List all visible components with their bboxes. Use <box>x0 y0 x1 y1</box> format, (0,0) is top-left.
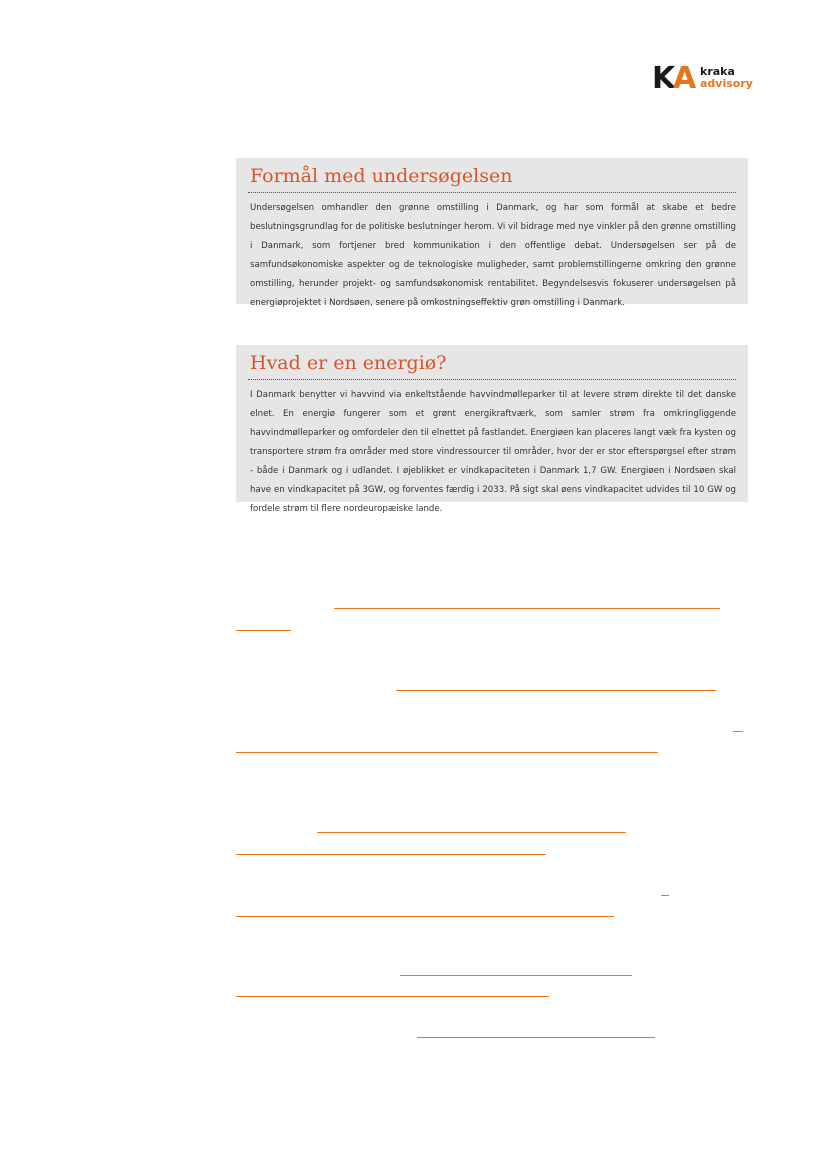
link-underline[interactable] <box>334 608 720 609</box>
link-underline[interactable] <box>236 630 291 631</box>
energy-island-box <box>236 345 748 514</box>
link-underline[interactable] <box>317 832 626 833</box>
link-underline[interactable] <box>661 895 669 896</box>
link-underline[interactable] <box>396 690 716 691</box>
logo-letter-a: A <box>673 61 697 96</box>
logo-text-kraka: kraka <box>700 65 735 78</box>
link-underline[interactable] <box>733 731 743 732</box>
energy-island-text: I Danmark benytter vi havvind via enkeltstående havvindmølleparker til at levere strøm direkte til det danske elnet. En energiø fungerer som et grønt energikraftværk, som samler strøm fra omkringliggende havvindmølleparker og omfordeler den til elnettet på fastlandet. Energiøen kan placeres langt væk fra kysten og transportere strøm fra områder med store vindressourcer til områder, hvor der er stor efterspørgsel efter strøm - både i Danmark og i udlandet. I øjeblikket er vindkapaciteten i Danmark 1,7 GW. Energiøen i Nordsøen skal have en vindkapacitet på 3GW, og forventes færdig i 2033. På sigt skal øens vindkapacitet udvides til 10 GW og fordele strøm til flere nordeuropæiske lande. <box>250 390 736 514</box>
logo-text-advisory: advisory <box>700 77 753 90</box>
link-underline[interactable] <box>236 854 546 855</box>
kraka-advisory-logo <box>652 61 753 96</box>
link-underline[interactable] <box>236 916 614 917</box>
logo-letter-k: K <box>652 61 674 96</box>
link-underline[interactable] <box>236 752 658 753</box>
link-underline[interactable] <box>236 996 549 997</box>
link-underline[interactable] <box>417 1037 655 1038</box>
link-underline[interactable] <box>400 975 632 976</box>
purpose-text: Undersøgelsen omhandler den grønne omstilling i Danmark, og har som formål at skabe et bedre beslutningsgrundlag for de politiske beslutninger herom. Vi vil bidrage med nye vinkler på den grønne omstilling i Danmark, som fortjener bred kommunikation i den offentlige debat. Undersøgelsen ser på de samfundsøkonomiske aspekter og de teknologiske muligheder, samt problemstillingerne omkring den grønne omstilling, herunder projekt- og samfundsøkonomisk rentabilitet. Begyndelsesvis fokuserer undersøgelsen på energiøprojektet i Nordsøen, senere på omkostningseffektiv grøn omstilling i Danmark. <box>250 203 736 308</box>
energy-island-title: Hvad er en energiø? <box>248 351 736 380</box>
purpose-title: Formål med undersøgelsen <box>248 164 736 193</box>
purpose-box <box>236 158 748 308</box>
